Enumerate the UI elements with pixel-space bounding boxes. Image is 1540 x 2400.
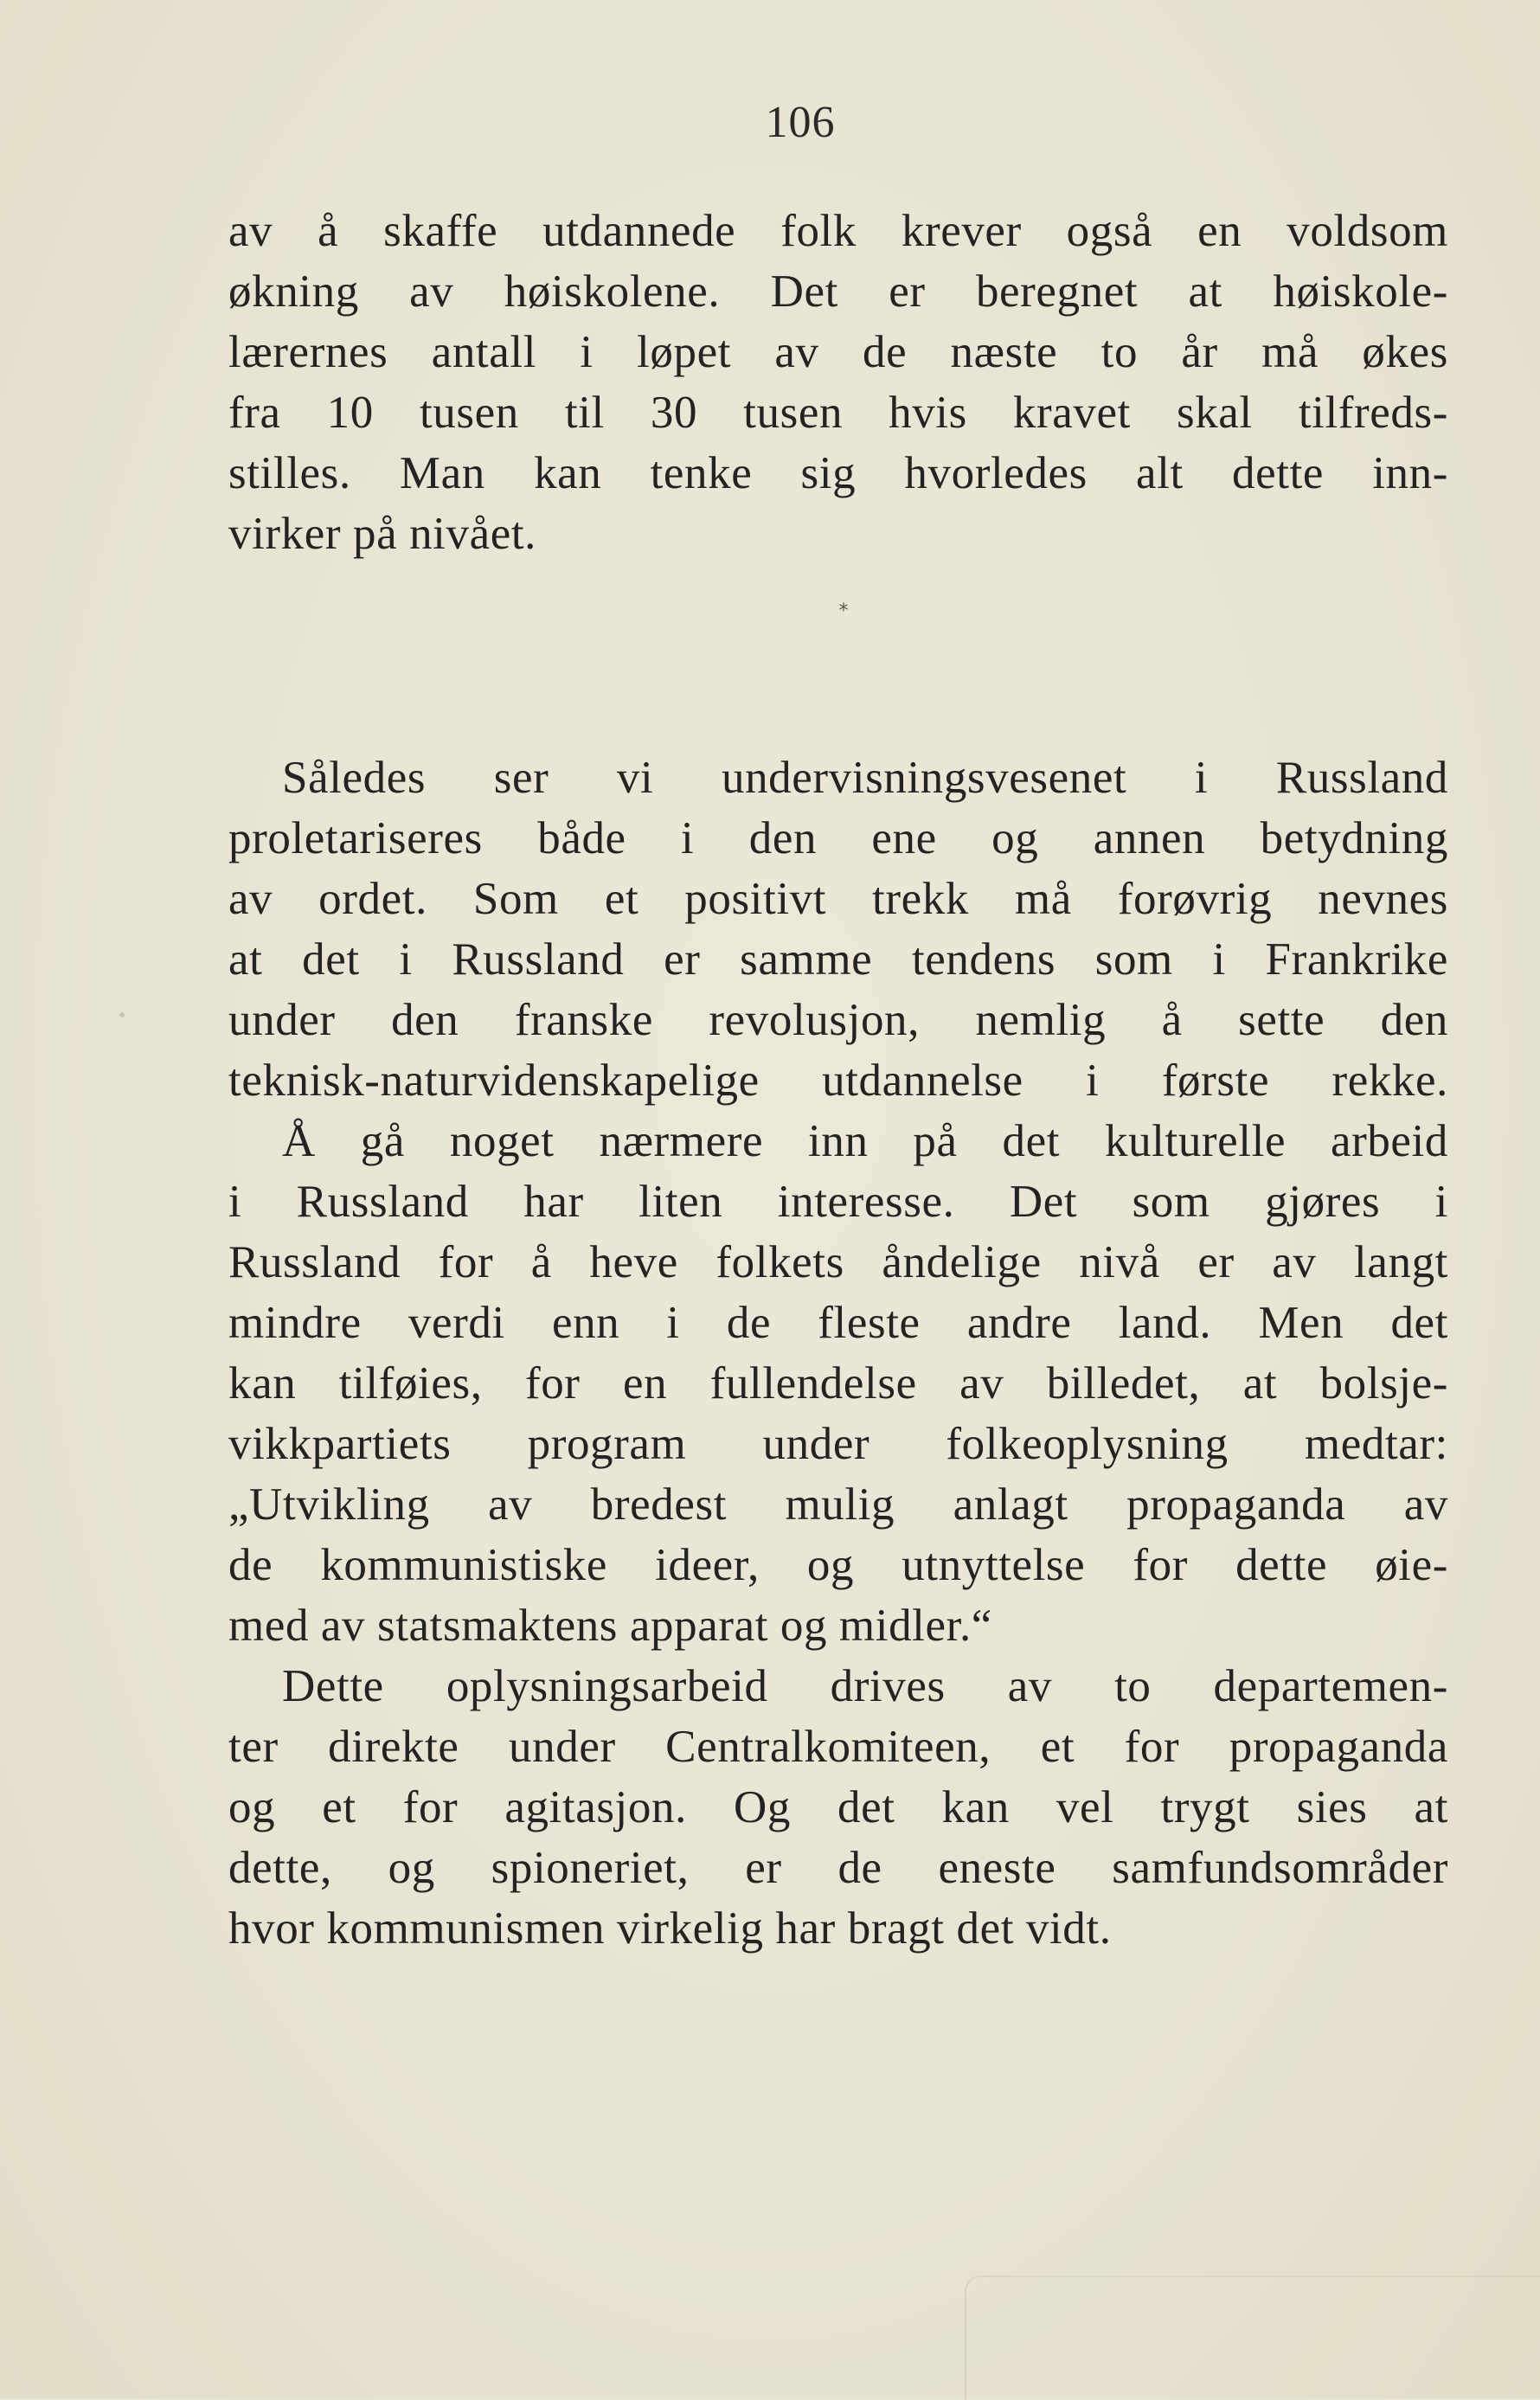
text-line: vikkpartiets program under folkeoplysning medtar: xyxy=(228,1419,1448,1469)
text-line: dette, og spioneriet, er de eneste samfundsområder xyxy=(228,1843,1448,1893)
text-line: ter direkte under Centralkomiteen, et for propaganda xyxy=(228,1722,1448,1772)
page-number: 106 xyxy=(765,98,836,147)
text-line: fra 10 tusen til 30 tusen hvis kravet skal tilfreds- xyxy=(228,388,1448,438)
text-line: mindre verdi enn i de fleste andre land. Men det xyxy=(228,1298,1448,1348)
text-line: „Utvikling av bredest mulig anlagt propaganda av xyxy=(228,1479,1448,1530)
text-line: hvor kommunismen virkelig har bragt det vidt. xyxy=(228,1903,1112,1954)
text-line: med av statsmaktens apparat og midler.“ xyxy=(228,1601,992,1651)
text-line: Dette oplysningsarbeid drives av to departemen- xyxy=(282,1661,1448,1711)
text-line: de kommunistiske ideer, og utnyttelse for dette øie- xyxy=(228,1540,1448,1590)
text-line: Å gå noget nærmere inn på det kulturelle arbeid xyxy=(282,1116,1448,1166)
text-line: proletariseres både i den ene og annen betydning xyxy=(228,813,1448,863)
text-line: teknisk-naturvidenskapelige utdannelse i første rekke. xyxy=(228,1056,1448,1106)
text-line: kan tilføies, for en fullendelse av billedet, at bolsje- xyxy=(228,1358,1448,1409)
text-line: av å skaffe utdannede folk krever også en voldsom xyxy=(228,206,1448,256)
text-line: virker på nivået. xyxy=(228,509,537,559)
text-line: Russland for å heve folkets åndelige nivå er av langt xyxy=(228,1237,1448,1287)
text-line: Således ser vi undervisningsvesenet i Russland xyxy=(282,753,1448,803)
text-line: og et for agitasjon. Og det kan vel trygt sies at xyxy=(228,1782,1448,1832)
text-line: stilles. Man kan tenke sig hvorledes alt dette inn- xyxy=(228,448,1448,498)
text-line: lærernes antall i løpet av de næste to år må økes xyxy=(228,327,1448,377)
text-line: i Russland har liten interesse. Det som gjøres i xyxy=(228,1177,1448,1227)
section-break-asterisk: * xyxy=(838,600,849,622)
text-line: at det i Russland er samme tendens som i Frankrike xyxy=(228,934,1448,985)
text-line: av ordet. Som et positivt trekk må forøvrig nevnes xyxy=(228,874,1448,924)
text-line: økning av høiskolene. Det er beregnet at høiskole- xyxy=(228,266,1448,317)
paper-speck xyxy=(119,1012,125,1017)
text-line: under den franske revolusjon, nemlig å sette den xyxy=(228,995,1448,1045)
page-corner-mark xyxy=(965,2275,1540,2400)
